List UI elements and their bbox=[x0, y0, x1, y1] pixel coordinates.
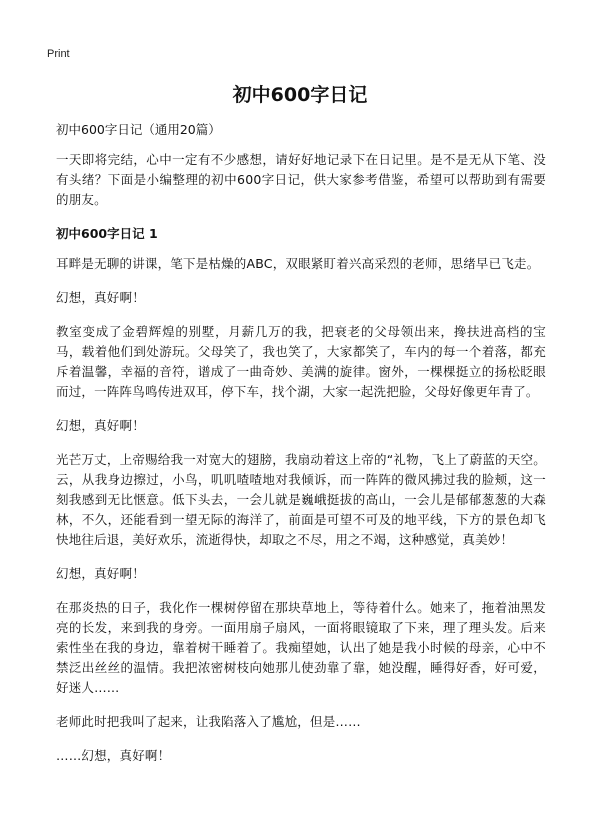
section-heading: 初中600字日记 1 bbox=[56, 226, 158, 241]
paragraph: 耳畔是无聊的讲课，笔下是枯燥的ABC，双眼紧盯着兴高采烈的老师，思绪早已飞走。 bbox=[56, 256, 540, 271]
paragraph: 幻想，真好啊！ bbox=[56, 290, 145, 305]
document-subtitle: 初中600字日记（通用20篇） bbox=[56, 122, 221, 137]
paragraph: 光芒万丈，上帝赐给我一对宽大的翅膀，我扇动着这上帝的“礼物，飞上了蔚蓝的天空。云，从我身边擦过，小鸟，叽叽喳喳地对我倾诉，而一阵阵的微风拂过我的脸颊，这一刻我感到无比惬意。低下头去，一会儿就是巍峨挺拔的高山，一会儿是郁郁葱葱的大森林，不久，还能看到一望无际的海洋了，前面是可望不可及的地平线，下方的景色却飞快地往后退，美好欢乐，流逝得快，却取之不尽，用之不竭，这种感觉，真美妙！ bbox=[56, 452, 546, 547]
paragraph: 在那炎热的日子，我化作一棵树停留在那块草地上，等待着什么。她来了，拖着油黑发亮的长发，来到我的身旁。一面用扇子扇风，一面将眼镜取了下来，理了理头发。后来索性坐在我的身边，靠着树干睡着了。我痴望她，认出了她是我小时候的母亲，心中不禁泛出丝丝的温情。我把浓密树枝向她那儿使劲靠了靠，她没醒，睡得好香，好可爱，好迷人…… bbox=[56, 600, 546, 695]
document-body bbox=[56, 120, 546, 780]
paragraph: 幻想，真好啊！ bbox=[56, 418, 145, 433]
page-title: 初中600字日记 bbox=[232, 84, 368, 106]
print-link[interactable]: Print bbox=[47, 48, 70, 60]
paragraph: 教室变成了金碧辉煌的别墅，月薪几万的我，把衰老的父母领出来，搀扶进高档的宝马，载着他们到处游玩。父母笑了，我也笑了，大家都笑了，车内的每一个着落，都充斥着温馨，幸福的音符，谱成了一曲奇妙、美满的旋律。窗外，一棵棵挺立的扬松眨眼而过，一阵阵鸟鸣传进双耳，停下车，找个湖，大家一起洗把脸，父母好像更年青了。 bbox=[56, 324, 546, 399]
paragraph: 老师此时把我叫了起来，让我陷落入了尴尬，但是…… bbox=[56, 714, 361, 729]
intro-paragraph: 一天即将完结，心中一定有不少感想，请好好地记录下在日记里。是不是无从下笔、没有头绪？下面是小编整理的初中600字日记，供大家参考借鉴，希望可以帮助到有需要的朋友。 bbox=[56, 152, 546, 207]
paragraph: 幻想，真好啊！ bbox=[56, 566, 145, 581]
paragraph: ……幻想，真好啊！ bbox=[56, 748, 171, 763]
